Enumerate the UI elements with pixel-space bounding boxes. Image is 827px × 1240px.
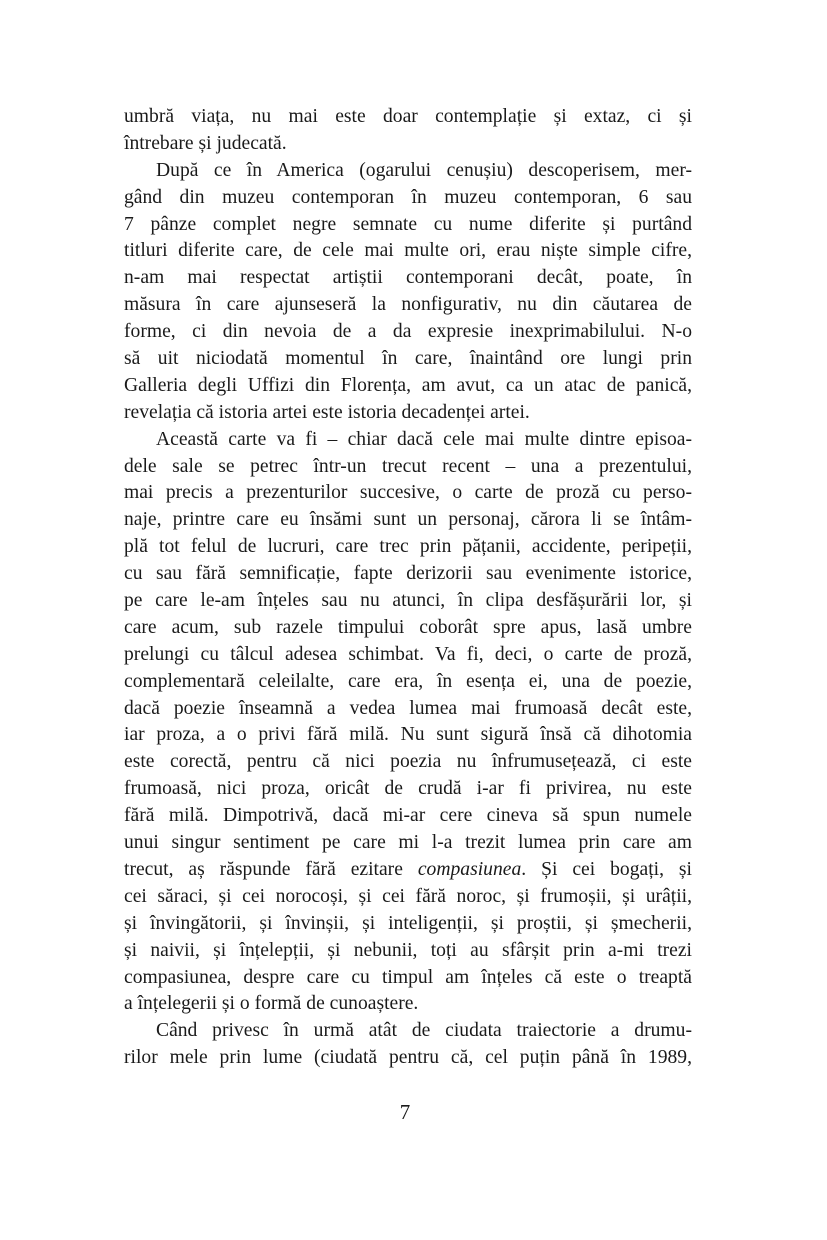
text-line: măsura în care ajunseseră la nonfigurativ, nu din căutarea de [124, 294, 692, 316]
text-segment: . Și cei bogați, și [521, 858, 692, 880]
text-line: titluri diferite care, de cele mai multe ori, erau niște simple cifre, [124, 240, 692, 262]
text-line: iar proza, a o privi fără milă. Nu sunt sigură însă că dihotomia [124, 724, 692, 746]
text-line: care acum, sub razele timpului coborât spre apus, lasă umbre [124, 616, 692, 638]
text-line: este corectă, pentru că nici poezia nu înfrumusețează, ci este [124, 751, 692, 773]
text-line: întrebare și judecată. [124, 132, 287, 154]
body-text [124, 104, 692, 1072]
text-line: umbră viața, nu mai este doar contemplație și extaz, ci și [124, 106, 692, 127]
paragraph [124, 427, 692, 1019]
text-line: unui singur sentiment pe care mi l-a trezit lumea prin care am [124, 832, 692, 854]
text-line: dacă poezie înseamnă a vedea lumea mai frumoasă decât este, [124, 697, 692, 719]
text-line: și învingătorii, și învinșii, și inteligenții, și proștii, și șmecherii, [124, 912, 692, 934]
text-line: prelungi cu tâlcul adesea schimbat. Va fi, deci, o carte de proză, [124, 643, 692, 665]
text-line: a înțelegerii și o formă de cunoaștere. [124, 993, 419, 1015]
text-line: să uit niciodată momentul în care, înaintând ore lungi prin [124, 348, 692, 370]
text-line: n-am mai respectat artiștii contemporani decât, poate, în [124, 267, 692, 289]
text-line: gând din muzeu contemporan în muzeu contemporan, 6 sau [124, 186, 692, 208]
emphasized-word: compasiunea [417, 858, 522, 880]
text-line: Galleria degli Uffizi din Florența, am avut, ca un atac de panică, [124, 374, 692, 396]
paragraph [124, 1018, 692, 1072]
text-line [124, 857, 692, 884]
text-line: plă tot felul de lucruri, care trec prin pățanii, accidente, peripeții, [124, 536, 692, 558]
text-line: naje, printre care eu însămi sunt un personaj, cărora li se întâm- [124, 509, 692, 531]
text-line: cei săraci, și cei norocoși, și cei fără noroc, și frumoșii, și urâții, [124, 885, 692, 907]
text-line: dele sale se petrec într-un trecut recent – una a prezentului, [124, 455, 692, 477]
text-line: pe care le-am înțeles sau nu atunci, în clipa desfășurării lor, și [124, 590, 692, 612]
text-line: fără milă. Dimpotrivă, dacă mi-ar cere cineva să spun numele [124, 805, 692, 827]
text-line: 7 pânze complet negre semnate cu nume diferite și purtând [124, 213, 692, 235]
text-segment: trecut, aș răspunde fără ezitare [124, 858, 418, 880]
text-line: Când privesc în urmă atât de ciudata traiectorie a drumu- [156, 1020, 692, 1042]
page-number: 7 [399, 1100, 411, 1124]
text-line: și naivii, și înțelepții, și nebunii, toți au sfârșit prin a-mi trezi [124, 939, 692, 961]
text-line: După ce în America (ogarului cenușiu) descoperisem, mer- [156, 159, 692, 181]
text-line: Această carte va fi – chiar dacă cele mai multe dintre episoa- [156, 428, 692, 450]
text-line: mai precis a prezenturilor succesive, o carte de proză cu perso- [124, 482, 692, 504]
text-line: compasiunea, despre care cu timpul am înțeles că este o treaptă [124, 966, 692, 988]
paragraph [124, 158, 692, 427]
text-line: rilor mele prin lume (ciudată pentru că, cel puțin până în 1989, [124, 1047, 692, 1069]
paragraph [124, 104, 692, 158]
text-line: complementară celeilalte, care era, în esența ei, una de poezie, [124, 670, 692, 692]
text-line: cu sau fără semnificație, fapte derizorii sau evenimente istorice, [124, 563, 692, 585]
text-line: revelația că istoria artei este istoria decadenței artei. [124, 401, 530, 423]
text-line: forme, ci din nevoia de a da expresie inexprimabilului. N-o [124, 321, 692, 343]
text-line: frumoasă, nici proza, oricât de crudă i-ar fi privirea, nu este [124, 778, 692, 800]
